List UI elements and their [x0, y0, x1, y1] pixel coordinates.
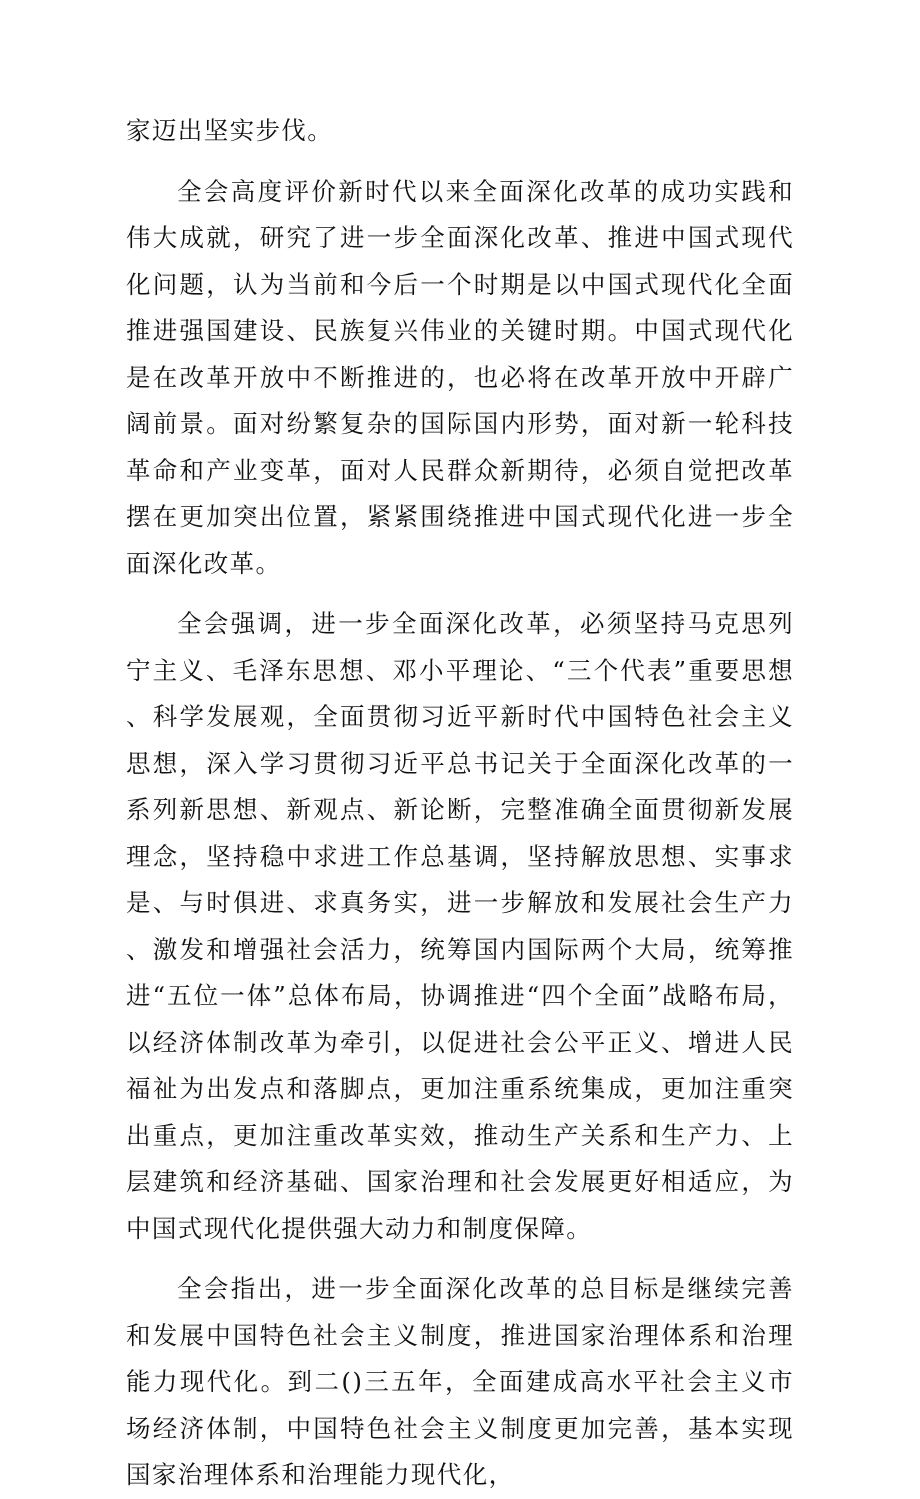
paragraph-3: 全会强调，进一步全面深化改革，必须坚持马克思列宁主义、毛泽东思想、邓小平理论、“三个代表”重要思想、科学发展观，全面贯彻习近平新时代中国特色社会主义思想，深入学习贯彻习近平总书记关于全面深化改革的一系列新思想、新观点、新论断，完整准确全面贯彻新发展理念，坚持稳中求进工作总基调，坚持解放思想、实事求是、与时俱进、求真务实，进一步解放和发展社会生产力、激发和增强社会活力，统筹国内国际两个大局，统筹推进“五位一体”总体布局，协调推进“四个全面”战略布局，以经济体制改革为牵引，以促进社会公平正义、增进人民福祉为出发点和落脚点，更加注重系统集成，更加注重突出重点，更加注重改革实效，推动生产关系和生产力、上层建筑和经济基础、国家治理和社会发展更好相适应，为中国式现代化提供强大动力和制度保障。: [126, 609, 794, 1243]
paragraph-4: 全会指出，进一步全面深化改革的总目标是继续完善和发展中国特色社会主义制度，推进国家治理体系和治理能力现代化。到二()三五年，全面建成高水平社会主义市场经济体制，中国特色社会主义制度更加完善，基本实现国家治理体系和治理能力现代化，: [126, 1274, 794, 1489]
document-body: [126, 108, 794, 1499]
paragraph-2: 全会高度评价新时代以来全面深化改革的成功实践和伟大成就，研究了进一步全面深化改革、推进中国式现代化问题，认为当前和今后一个时期是以中国式现代化全面推进强国建设、民族复兴伟业的关键时期。中国式现代化是在改革开放中不断推进的，也必将在改革开放中开辟广阔前景。面对纷繁复杂的国际国内形势，面对新一轮科技革命和产业变革，面对人民群众新期待，必须自觉把改革摆在更加突出位置，紧紧围绕推进中国式现代化进一步全面深化改革。: [126, 176, 794, 578]
paragraph-1: 家迈出坚实步伐。: [126, 116, 334, 145]
